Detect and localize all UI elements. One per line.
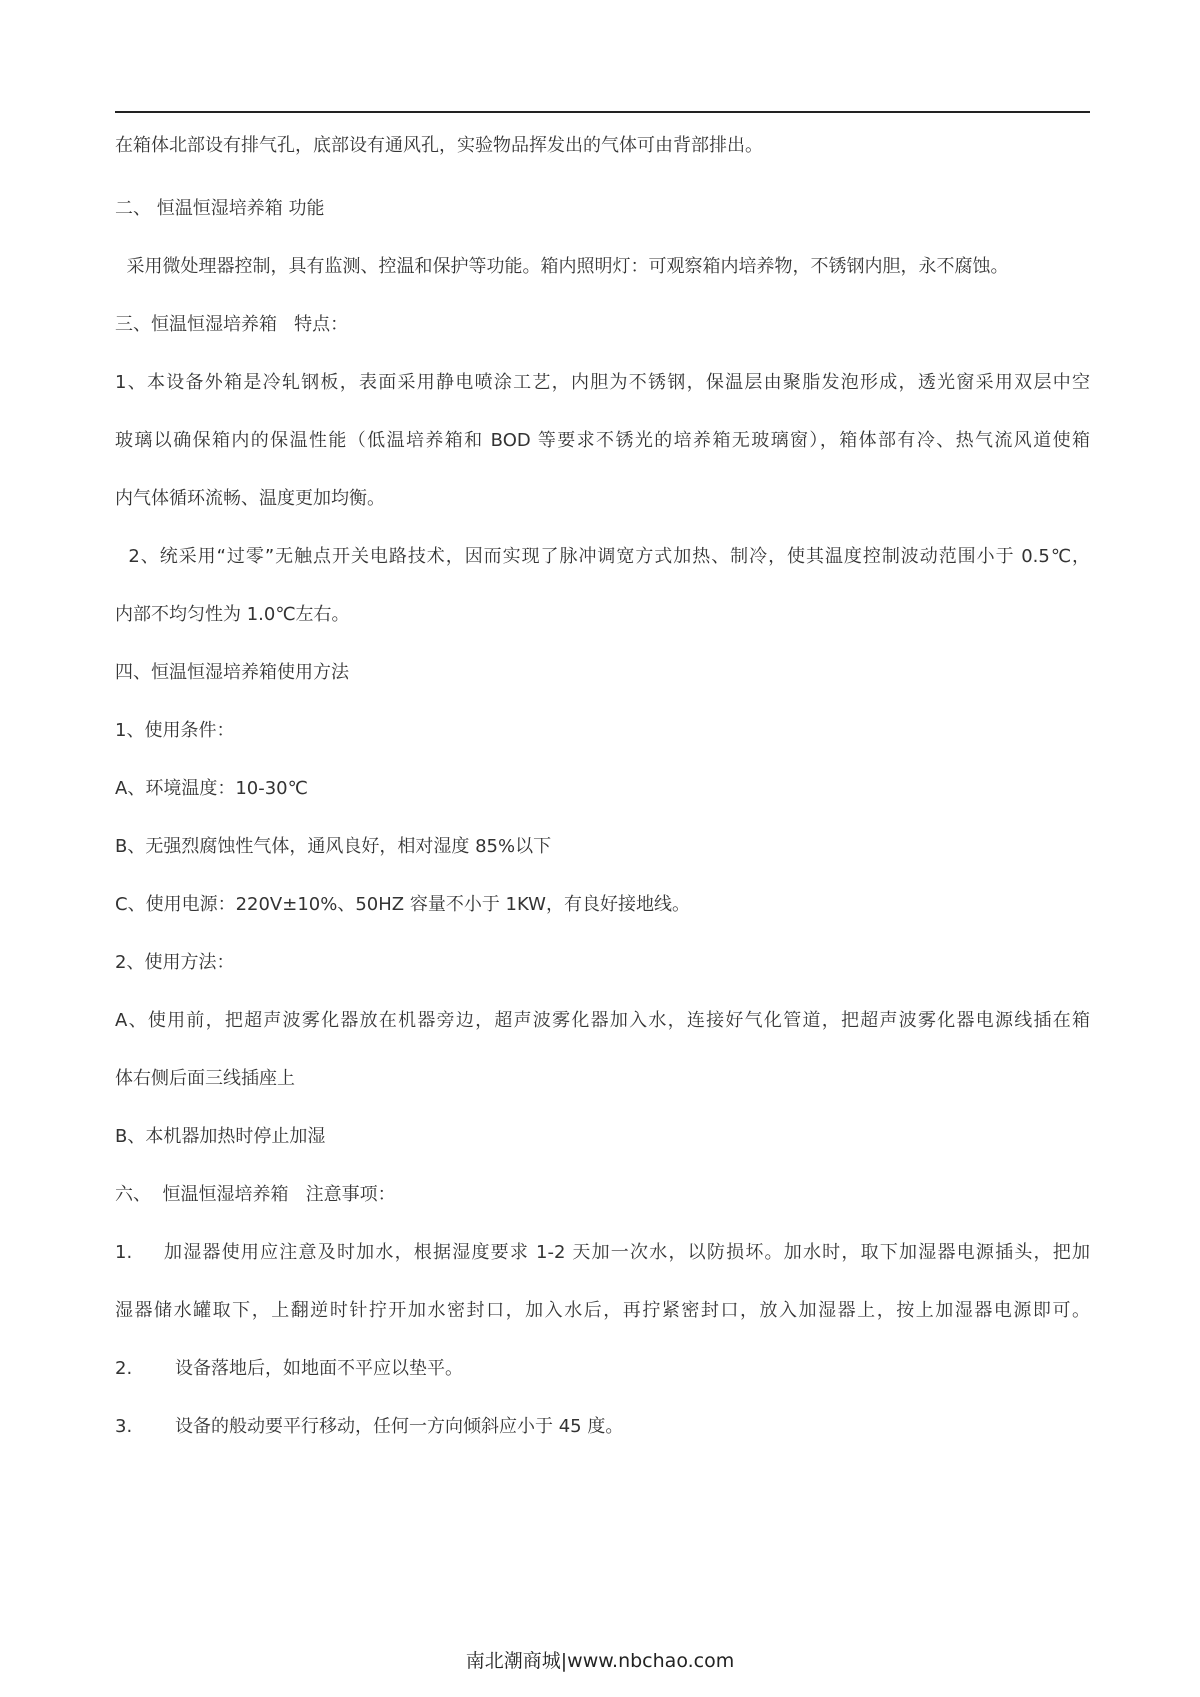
section-heading: 四、恒温恒湿培养箱使用方法 (115, 662, 349, 683)
list-item: A、环境温度：10-30℃ (115, 778, 308, 799)
list-item: B、本机器加热时停止加湿 (115, 1126, 326, 1147)
paragraph-line: 2、统采用“过零”无触点开关电路技术，因而实现了脉冲调宽方式加热、制冷，使其温度控制波动范围小于 0.5℃， (115, 546, 1090, 567)
paragraph-line: 1、本设备外箱是冷轧钢板，表面采用静电喷涂工艺，内胆为不锈钢，保温层由聚脂发泡形成，透光窗采用双层中空 (115, 372, 1090, 393)
paragraph-line: 体右侧后面三线插座上 (115, 1068, 295, 1089)
numbered-item-number: 2. (115, 1358, 133, 1379)
numbered-item-number: 1. (115, 1242, 133, 1263)
numbered-item-number: 3. (115, 1416, 133, 1437)
paragraph-line: 内气体循环流畅、温度更加均衡。 (115, 488, 385, 509)
header-rule (115, 111, 1090, 113)
paragraph-line: 在箱体北部设有排气孔，底部设有通风孔，实验物品挥发出的气体可由背部排出。 (115, 135, 763, 156)
section-heading: 六、 恒温恒湿培养箱 注意事项： (115, 1184, 396, 1205)
numbered-item-text: 设备的般动要平行移动，任何一方向倾斜应小于 45 度。 (175, 1416, 624, 1437)
paragraph-line: 湿器储水罐取下，上翻逆时针拧开加水密封口，加入水后，再拧紧密封口，放入加湿器上，按上加湿器电源即可。 (115, 1300, 1090, 1321)
numbered-item-text: 加湿器使用应注意及时加水，根据湿度要求 1-2 天加一次水，以防损坏。加水时，取下加湿器电源插头，把加 (164, 1242, 1090, 1263)
section-heading: 三、恒温恒湿培养箱 特点： (115, 314, 349, 335)
list-item: A、使用前，把超声波雾化器放在机器旁边，超声波雾化器加入水，连接好气化管道，把超声波雾化器电源线插在箱 (115, 1010, 1090, 1031)
list-item: C、使用电源：220V±10%、50HZ 容量不小于 1KW，有良好接地线。 (115, 894, 690, 915)
subsection-heading: 2、使用方法： (115, 952, 235, 973)
paragraph-line: 玻璃以确保箱内的保温性能（低温培养箱和 BOD 等要求不锈光的培养箱无玻璃窗），箱体部有冷、热气流风道使箱 (115, 430, 1090, 451)
footer-site-link[interactable]: 南北潮商城|www.nbchao.com (465, 1650, 735, 1672)
subsection-heading: 1、使用条件： (115, 720, 235, 741)
list-item: B、无强烈腐蚀性气体，通风良好，相对湿度 85%以下 (115, 836, 552, 857)
paragraph-line: 采用微处理器控制，具有监测、控温和保护等功能。箱内照明灯：可观察箱内培养物，不锈钢内胆，永不腐蚀。 (115, 256, 1009, 277)
numbered-item-text: 设备落地后，如地面不平应以垫平。 (175, 1358, 463, 1379)
paragraph-line: 内部不均匀性为 1.0℃左右。 (115, 604, 350, 625)
section-heading: 二、 恒温恒湿培养箱 功能 (115, 198, 325, 219)
